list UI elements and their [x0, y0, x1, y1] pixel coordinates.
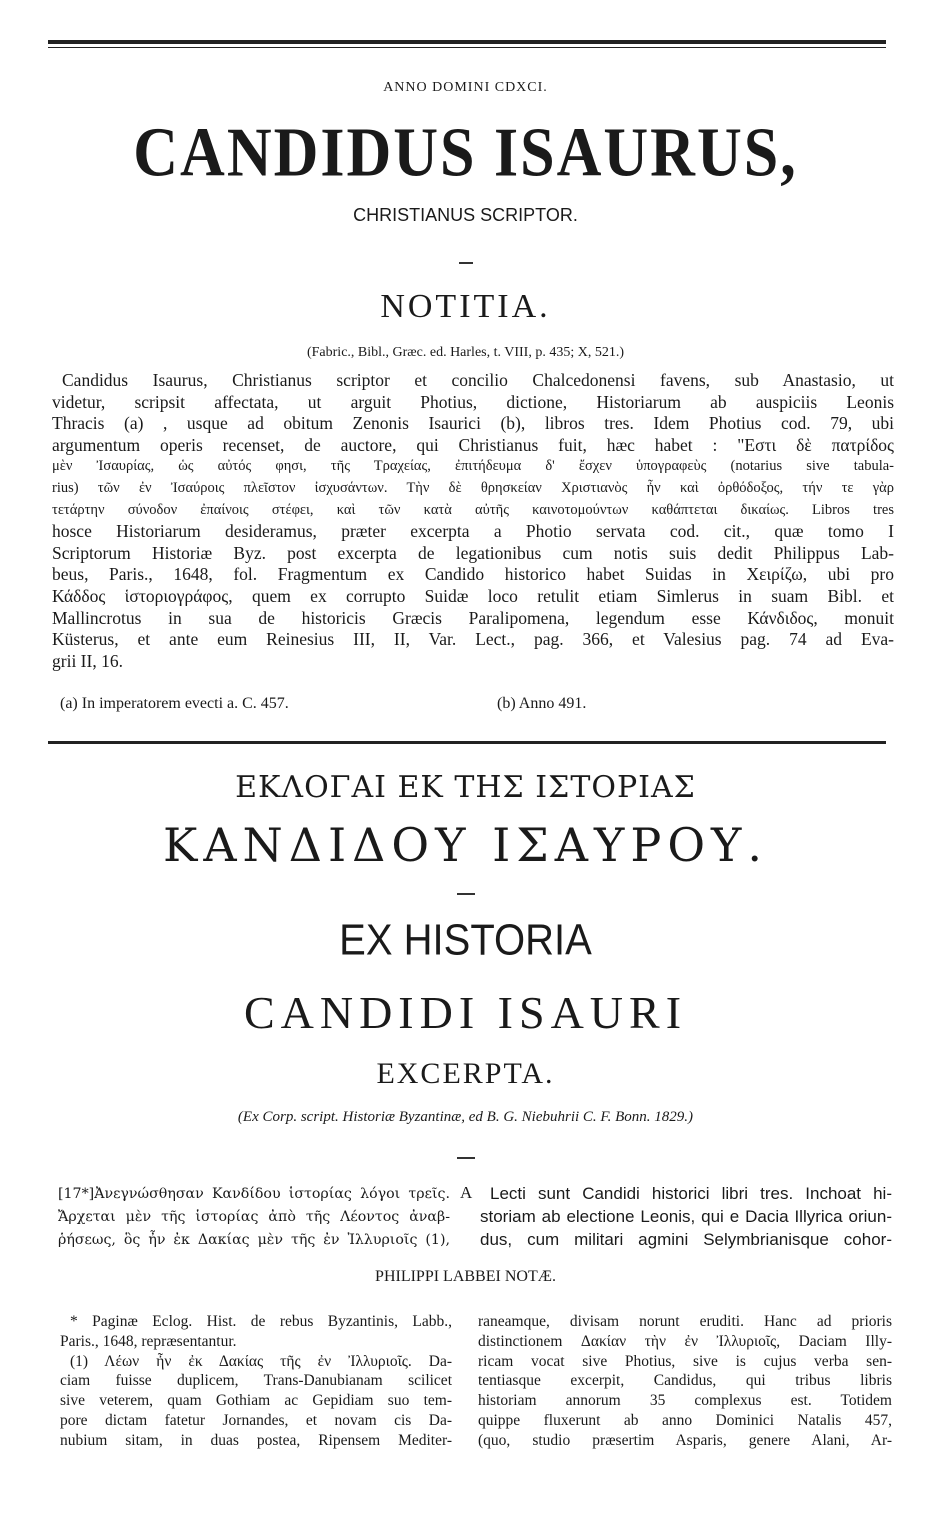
notae-left-column	[60, 1312, 452, 1451]
top-rule-thick	[48, 40, 886, 44]
notae-line: ciam fuisse duplicem, Trans-Danubianam scilicet	[60, 1372, 452, 1390]
footnote-a: (a) In imperatorem evecti a. C. 457.	[60, 695, 289, 712]
margin-letter: A	[460, 1183, 473, 1202]
notitia-line: beus, Paris., 1648, fol. Fragmentum ex Candido historico habet Suidas in Χειρίζω, ubi pro	[52, 564, 894, 585]
notitia-line: Κάδδος ἱστοριογράφος, quem ex corrupto Suidæ loco retulit etiam Simlerus in suam Bibl. et	[52, 585, 894, 606]
notitia-line: Küsterus, et ante eum Reinesius III, II, Var. Lect., pag. 366, et Valesius pag. 74 ad Eva-	[52, 629, 894, 650]
latin-column	[480, 1182, 892, 1251]
greek-heading-2: ΚΑΝΔΙΔΟΥ ΙΣΑΥΡΟΥ.	[162, 818, 769, 872]
notae-line: tentiasque excerpit, Candidus, qui tribus libris	[478, 1372, 892, 1390]
latin-heading-1: EX HISTORIA	[339, 915, 592, 965]
notitia-line: Thracis (a) , usque ad obitum Zenonis Isaurici (b), libros tres. Idem Photius cod. 79, ubi	[52, 413, 894, 434]
notitia-line: Scriptorum Historiæ Byz. post excerpta de legationibus cum notis suis dedit Philippus Lab-	[52, 542, 894, 563]
greek-line: Ἄρχεται μὲν τῆς ἱστορίας ἀπὸ τῆς Λέοντος ἀναβ-	[58, 1209, 450, 1225]
greek-heading-1: ΕΚΛΟΓΑΙ ΕΚ ΤΗΣ ΙΣΤΟΡΙΑΣ	[235, 770, 696, 805]
greek-line: [17*]Ἀνεγνώσθησαν Κανδίδου ἱστορίας λόγοι τρεῖς.	[58, 1186, 450, 1202]
notitia-line: μὲν Ἰσαυρίας, ὡς αὐτός φησι, τῆς Τραχείας, ἐπιτήδευμα δ' ἔσχεν ὑπογραφεὺς (notarius sive tabula-	[52, 458, 894, 475]
notae-line: nubium sitam, in duas postea, Ripensem Mediter-	[60, 1431, 452, 1449]
notitia-line: videtur, scripsit affectata, ut arguit Photius, dictione, Historiarum ab auspiciis Leonis	[52, 391, 894, 412]
greek-line: ῥήσεως, ὃς ἦν ἐκ Δακίας μὲν τῆς ἐν Ἰλλυριοῖς (1),	[58, 1232, 450, 1248]
notitia-paragraph	[52, 370, 894, 672]
notitia-line: argumentum operis recenset, de auctore, qui Christianus fuit, hæc habet : "Εστι δὲ πατρίδος	[52, 434, 894, 455]
source-line: (Ex Corp. script. Historiæ Byzantinæ, ed B. G. Niebuhrii C. F. Bonn. 1829.)	[237, 1109, 694, 1125]
subtitle: CHRISTIANUS SCRIPTOR.	[353, 205, 578, 225]
notitia-heading: NOTITIA.	[380, 288, 551, 325]
notitia-line: τετάρτην σύνοδον ἐπαίνοις στέφει, καὶ τῶν κατὰ αὐτῆς καινοτομούντων καθάπτεται δικαίως. Libros tres	[52, 501, 894, 518]
latin-line: storiam ab electione Leonis, qui e Dacia Illyrica oriun-	[480, 1207, 892, 1226]
notae-line: Paris., 1648, repræsentantur.	[60, 1332, 237, 1350]
notitia-line: Mallincrotus in sua de historicis Græcis Paralipomena, legendum esse Κάνδιδος, monuit	[52, 607, 894, 628]
reference-line: (Fabric., Bibl., Græc. ed. Harles, t. VIII, p. 435; X, 521.)	[306, 345, 625, 360]
small-dash	[459, 262, 473, 264]
small-dash	[457, 1157, 475, 1159]
small-dash	[457, 893, 475, 895]
latin-line: dus, cum militari agmini Selymbrianisque cohor-	[480, 1230, 892, 1249]
footnote-b: (b) Anno 491.	[497, 695, 587, 712]
notitia-line: hosce Historiarum desideramus, præter excerpta a Photio servata cod. cit., quæ tomo I	[52, 521, 894, 542]
middle-rule	[48, 741, 886, 744]
notae-line: (1) Λέων ἦν ἐκ Δακίας τῆς ἐν Ἰλλυριοῖς. Da-	[70, 1352, 452, 1370]
notitia-line: rius) τῶν ἐν Ἰσαύροις πλεῖστον ἰσχυσάντων. Τὴν δὲ θρησκείαν Χριστιανὸς ἦν καὶ ὀρθόδοξος, τήν τε γὰρ	[52, 479, 894, 496]
latin-line: Lecti sunt Candidi historici libri tres. Inchoat hi-	[490, 1184, 892, 1203]
notae-line: historiam annorum 35 complexus est. Totidem	[478, 1392, 892, 1410]
notae-right-column	[478, 1312, 892, 1451]
notitia-line: Candidus Isaurus, Christianus scriptor et concilio Chalcedonensi favens, sub Anastasio, ut	[62, 370, 894, 390]
latin-heading-2: CANDIDI ISAURI	[243, 987, 688, 1038]
notae-line: raneamque, divisam norunt eruditi. Hanc ad prioris	[478, 1313, 892, 1330]
notae-line: quippe fluxerunt ab anno Dominici Natalis 457,	[478, 1411, 892, 1429]
notae-line: (quo, studio præsertim Asparis, genere Alani, Ar-	[478, 1431, 892, 1449]
notae-line: ricam vocat sive Photius, sive is cujus verba sen-	[478, 1352, 892, 1370]
notae-title: PHILIPPI LABBEI NOTÆ.	[375, 1268, 556, 1285]
notae-line: sive veterem, quam Gothiam ac Gepidiam suo tem-	[60, 1392, 452, 1410]
latin-heading-3: EXCERPTA.	[376, 1057, 555, 1090]
main-title: CANDIDUS ISAURUS,	[133, 114, 798, 192]
notae-line: * Paginæ Eclog. Hist. de rebus Byzantinis, Labb.,	[70, 1313, 452, 1330]
greek-column	[58, 1183, 450, 1252]
top-rule-thin	[48, 47, 886, 48]
notae-line: distinctionem Δακίαν τὴν ἐν Ἰλλυριοῖς, Daciam Illy-	[478, 1332, 892, 1350]
notitia-line: grii II, 16.	[52, 650, 123, 671]
notae-line: pore dictam fatetur Jornandes, et novam cis Da-	[60, 1411, 452, 1429]
anno-line: ANNO DOMINI CDXCI.	[383, 80, 548, 95]
